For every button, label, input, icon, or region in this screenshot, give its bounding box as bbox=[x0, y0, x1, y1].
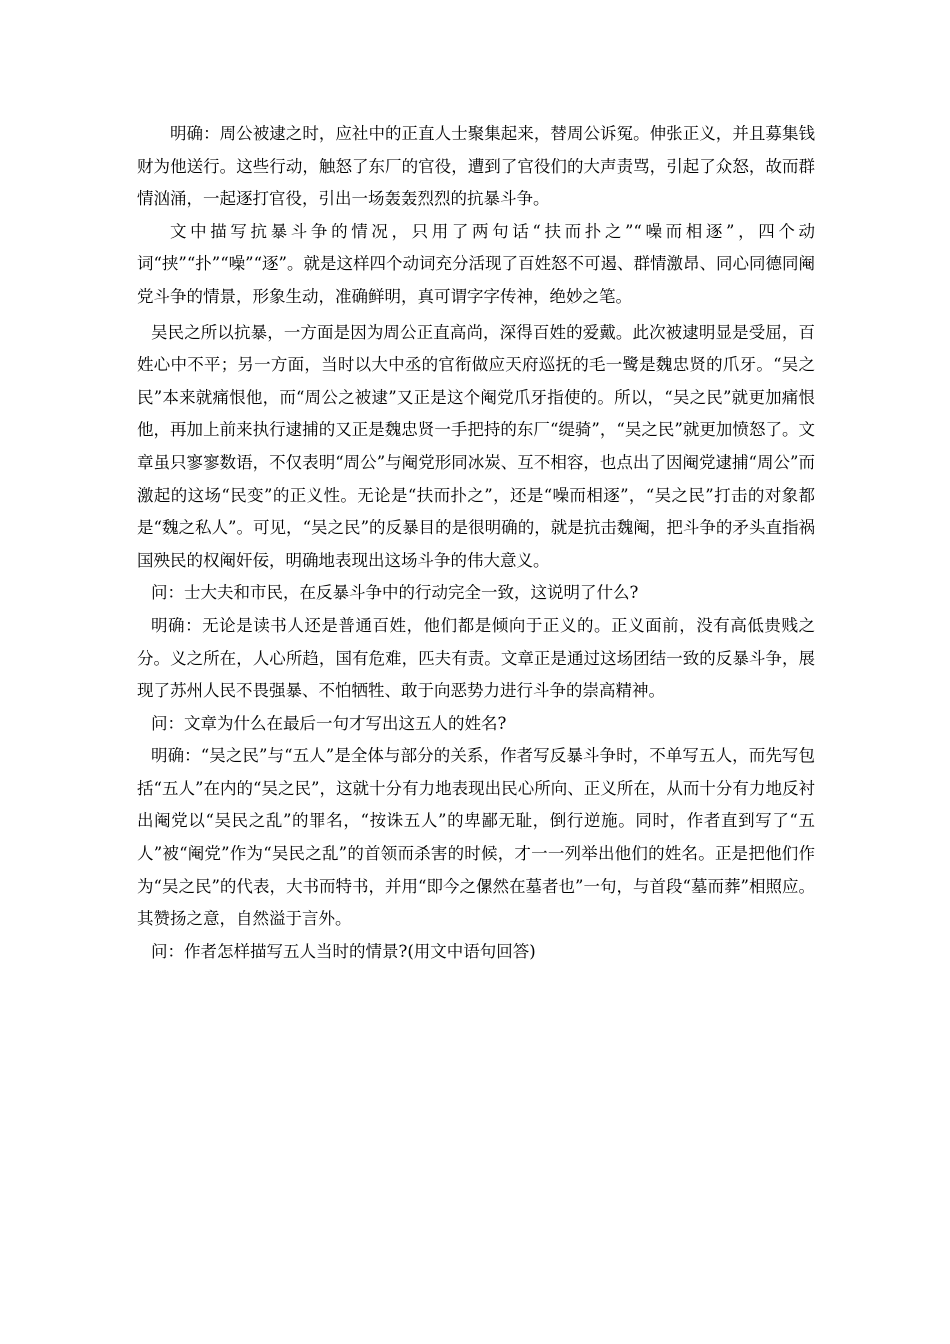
paragraph-question-scene: 问：作者怎样描写五人当时的情景?(用文中语句回答) bbox=[151, 941, 536, 961]
paragraph-verbs-analysis: 文中描写抗暴斗争的情况，只用了两句话“扶而扑之”“噪而相逐”，四个动词“挟”“扑”“噪”“逐”。就是这样四个动词充分活现了百姓怒不可遏、群情激昂、同心同德同阉党斗争的情景，形象生动，准确鲜明，真可谓字字传神，绝妙之笔。 bbox=[137, 221, 815, 306]
document-body bbox=[137, 118, 815, 968]
paragraph-answer-unity: 明确：无论是读书人还是普通百姓，他们都是倾向于正义的。正义面前，没有高低贵贱之分。义之所在，人心所趋，国有危难，匹夫有责。文章正是通过这场团结一致的反暴斗争，展现了苏州人民不畏强暴、不怕牺牲、敢于向恶势力进行斗争的崇高精神。 bbox=[137, 615, 815, 701]
paragraph-question-names: 问：文章为什么在最后一句才写出这五人的姓名? bbox=[151, 713, 507, 733]
paragraph-answer-gathering: 明确：周公被逮之时，应社中的正直人士聚集起来，替周公诉冤。伸张正义，并且募集钱财为他送行。这些行动，触怒了东厂的官役，遭到了官役们的大声责骂，引起了众怒，故而群情汹涌，一起逐打官役，引出一场轰轰烈烈的抗暴斗争。 bbox=[137, 124, 815, 209]
paragraph-question-unity: 问：士大夫和市民，在反暴斗争中的行动完全一致，这说明了什么? bbox=[151, 583, 639, 603]
paragraph-resistance-reasons: 吴民之所以抗暴，一方面是因为周公正直高尚，深得百姓的爱戴。此次被逮明显是受屈，百姓心中不平；另一方面，当时以大中丞的官衔做应天府巡抚的毛一鹭是魏忠贤的爪牙。“吴之民”本来就痛恨他，而“周公之被逮”又正是这个阉党爪牙指使的。所以，“吴之民”就更加痛恨他，再加上前来执行逮捕的又正是魏忠贤一手把持的东厂“缇骑”，“吴之民”就更加愤怒了。文章虽只寥寥数语，不仅表明“周公”与阉党形同冰炭、互不相容，也点出了因阉党逮捕“周公”而激起的这场“民变”的正义性。无论是“扶而扑之”，还是“噪而相逐”，“吴之民”打击的对象都是“魏之私人”。可见，“吴之民”的反暴目的是很明确的，就是抗击魏阉，把斗争的矛头直指祸国殃民的权阉奸佞，明确地表现出这场斗争的伟大意义。 bbox=[137, 322, 815, 570]
paragraph-answer-names: 明确：“吴之民”与“五人”是全体与部分的关系，作者写反暴斗争时，不单写五人，而先写包括“五人”在内的“吴之民”，这就十分有力地表现出民心所向、正义所在，从而十分有力地反衬出阉党以“吴民之乱”的罪名，“按诛五人”的卑鄙无耻，倒行逆施。同时，作者直到写了“五人”被“阉党”作为“吴民之乱”的首领而杀害的时候，才一一列举出他们的姓名。正是把他们作为“吴之民”的代表，大书而特书，并用“即今之傫然在墓者也”一句，与首段“墓而葬”相照应。其赞扬之意，自然溢于言外。 bbox=[137, 746, 815, 929]
